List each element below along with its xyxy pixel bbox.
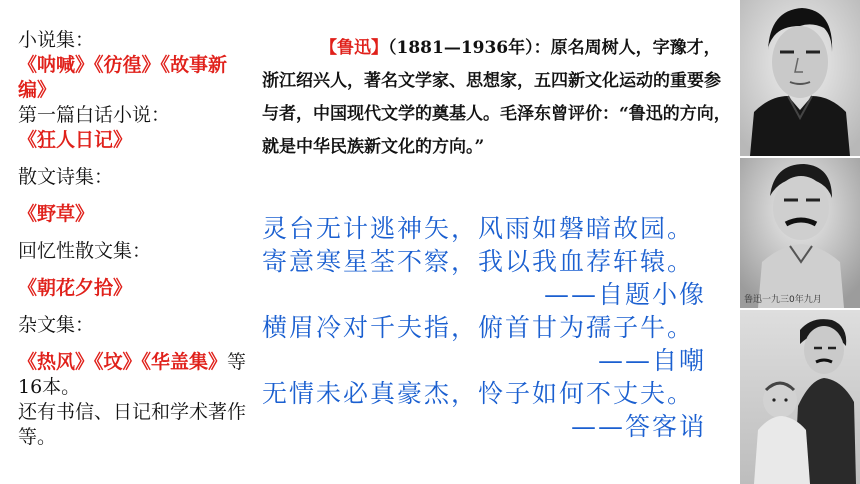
portrait-photo-middle	[740, 158, 860, 308]
poem-source-2: ——自嘲	[597, 346, 706, 375]
works-memoir-heading: 回忆性散文集：	[18, 240, 152, 262]
works-essay-heading: 杂文集：	[18, 314, 95, 336]
poem-line-4: 无情未必真豪杰，怜子如何不丈夫。	[262, 379, 695, 408]
works-novel-heading: 小说集：	[18, 29, 95, 51]
works-other-note: 还有书信、日记和学术著作等。	[18, 401, 247, 448]
poem-source-1: ——自题小像	[543, 280, 706, 309]
poem-line-1: 灵台无计逃神矢，风雨如磐暗故园。	[262, 214, 695, 243]
portrait-photo-young	[740, 0, 860, 156]
works-first-novel-heading: 第一篇白话小说：	[18, 104, 171, 126]
portrait-young-image	[740, 0, 860, 156]
portrait-child-image	[740, 310, 860, 484]
works-first-novel-title: 《狂人日记》	[18, 129, 133, 151]
poem-source-3: ——答客诮	[570, 412, 706, 441]
bio-block	[262, 32, 732, 164]
bio-text: （1881—1936年）：原名周树人，字豫才，浙江绍兴人，著名文学家、思想家，五四新文化运动的重要参与者，中国现代文学的奠基人。毛泽东曾评价：“鲁迅的方向，就是中华民族新文化的方向。”	[262, 38, 731, 157]
works-novel-titles: 《呐喊》《彷徨》《故事新编》	[18, 54, 228, 101]
works-essay-red-titles: 《热风》《坟》《华盖集》	[18, 351, 228, 373]
bio-name: 【鲁迅】	[320, 38, 388, 58]
bio-paragraph	[262, 32, 732, 164]
works-prose-poem-heading: 散文诗集：	[18, 166, 114, 188]
poem-line-3: 横眉冷对千夫指，俯首甘为孺子牛。	[262, 313, 695, 342]
portrait-photo-with-child	[740, 310, 860, 484]
works-prose-poem-title: 《野草》	[18, 203, 95, 225]
works-memoir-title: 《朝花夕拾》	[18, 277, 133, 299]
works-list	[18, 28, 248, 450]
portrait-signature: 鲁迅一九三0年九月	[744, 295, 822, 305]
portrait-middle-image	[740, 158, 860, 308]
poem-block	[262, 212, 712, 443]
poem-line-2: 寄意寒星荃不察，我以我血荐轩辕。	[262, 247, 695, 276]
works-essay-count: 等16本。	[18, 351, 247, 398]
works-essay-titles	[18, 350, 248, 400]
